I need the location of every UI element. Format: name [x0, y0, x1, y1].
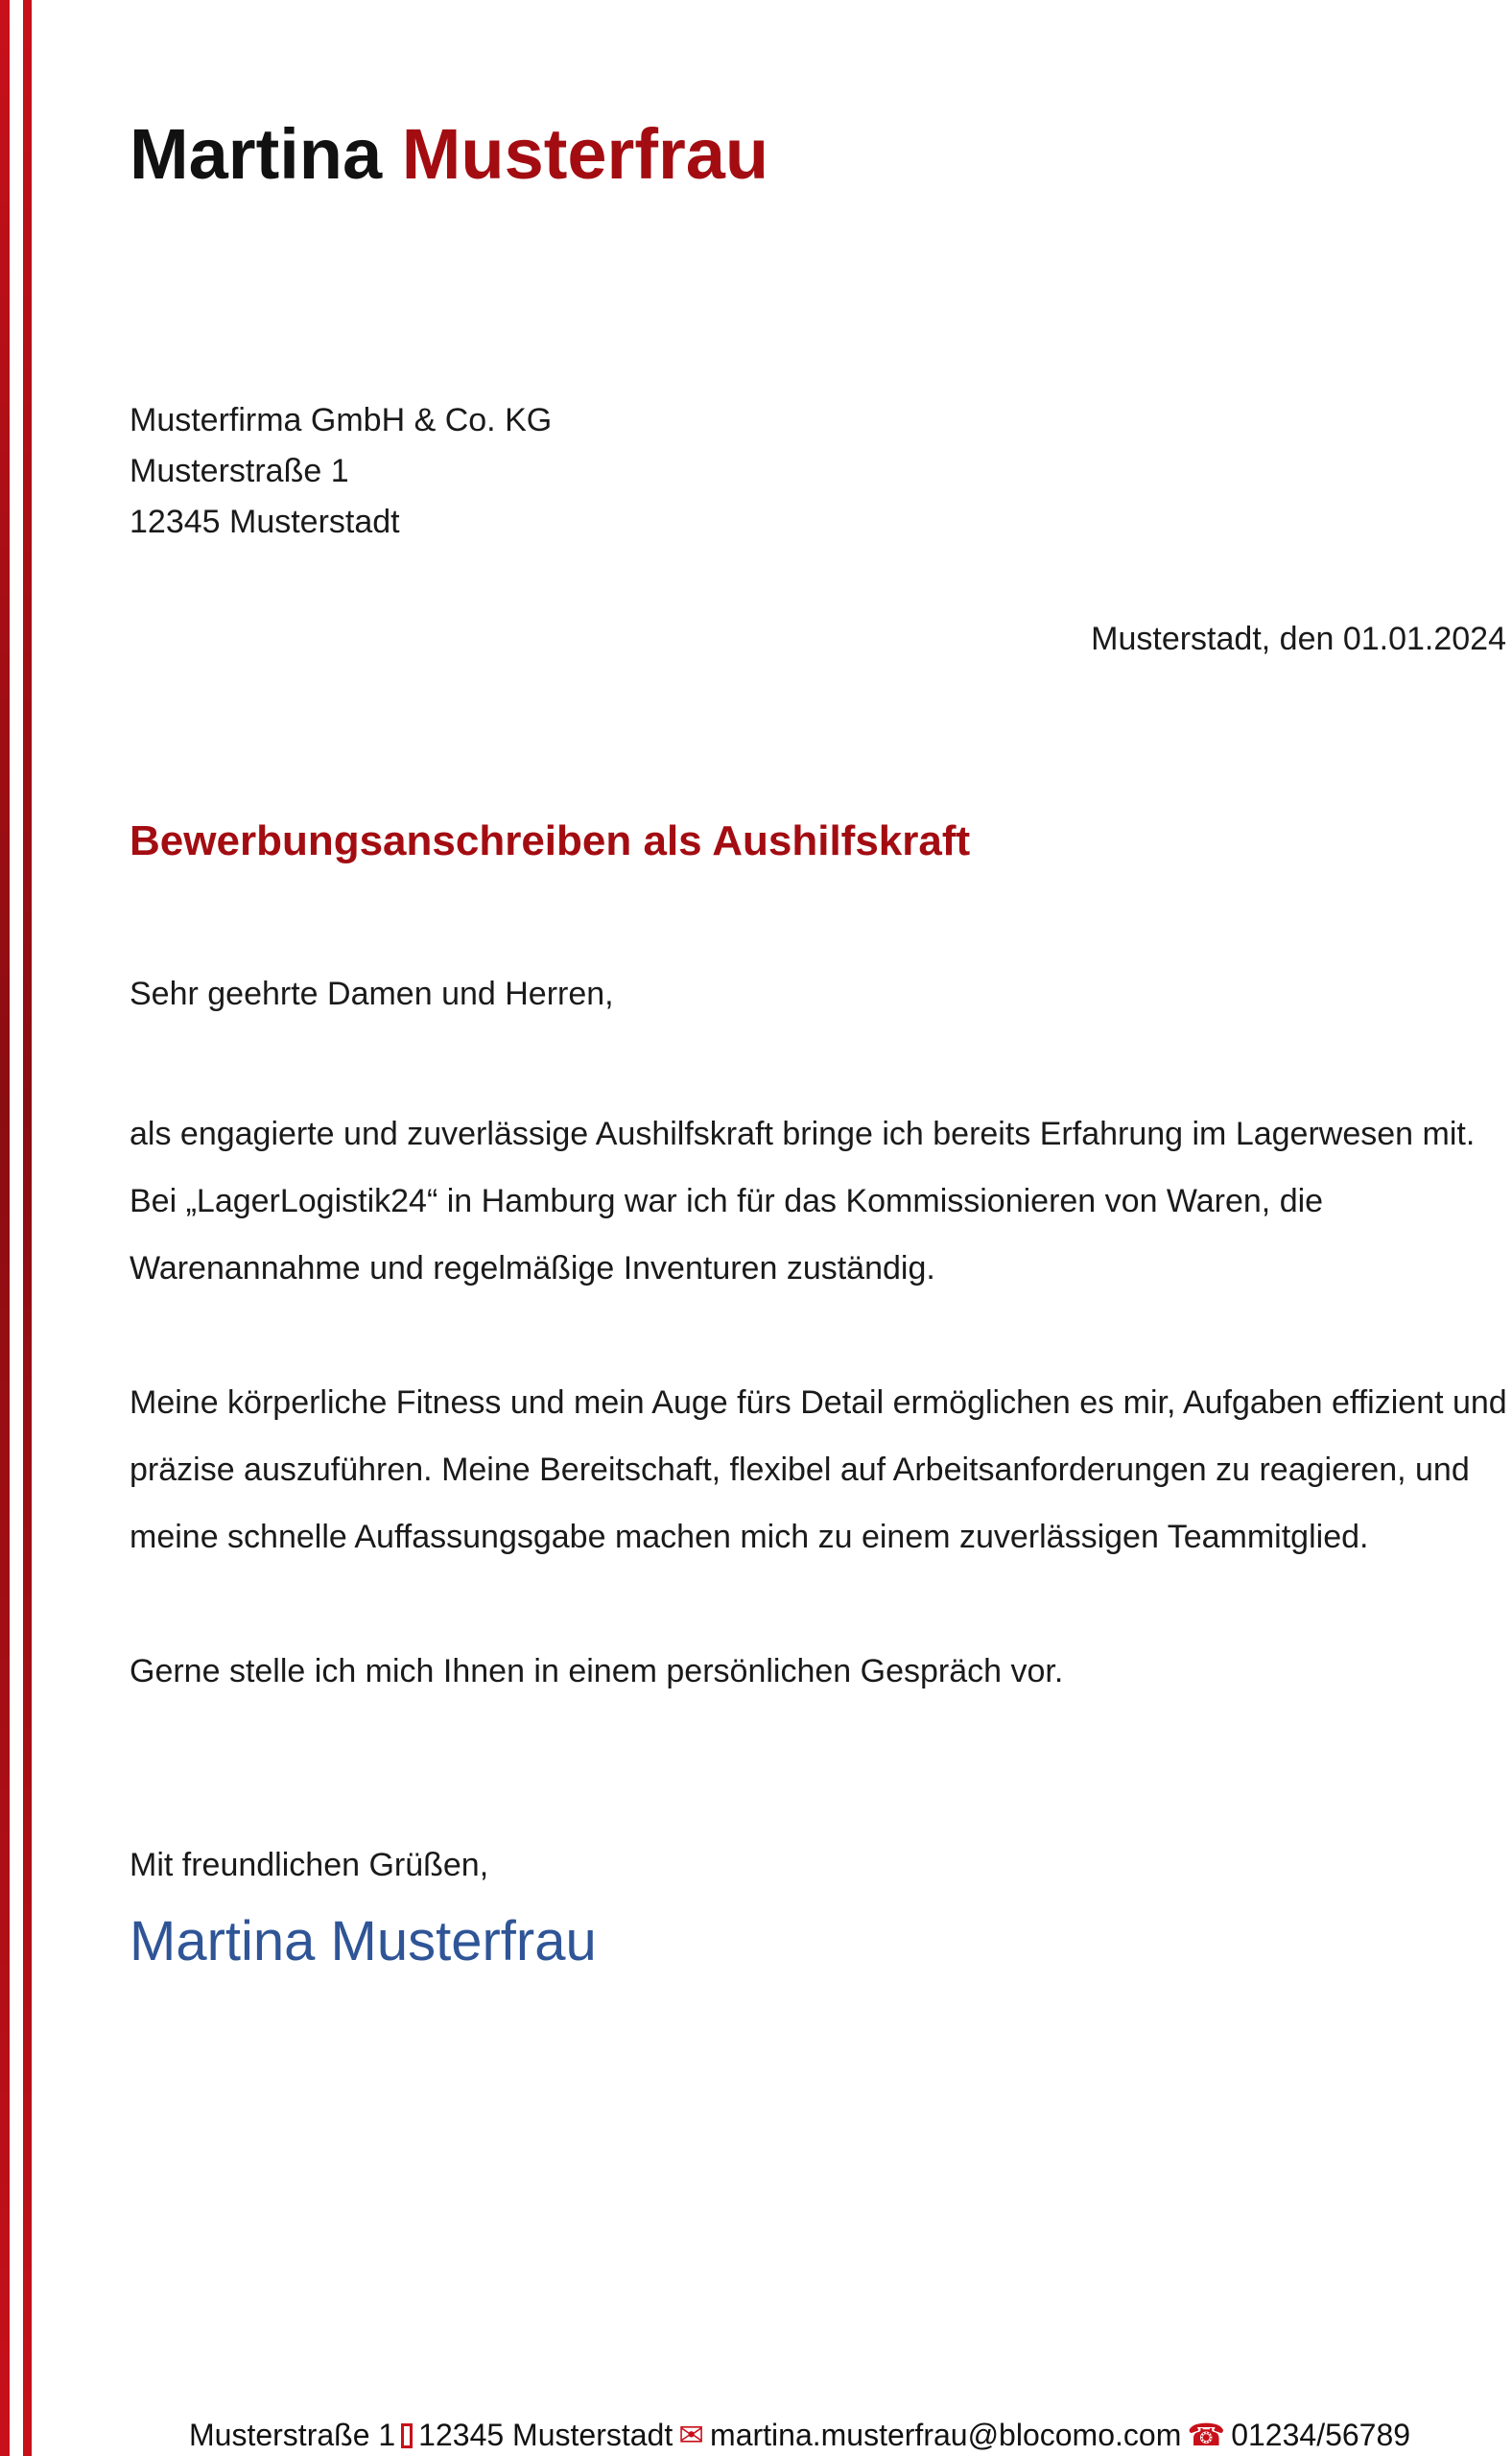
footer-street: Musterstraße 1 [189, 2418, 396, 2452]
phone-icon: ☎ [1187, 2418, 1226, 2452]
left-decor-stripe-inner [23, 0, 32, 2456]
place-date-line: Musterstadt, den 01.01.2024 [1091, 621, 1506, 657]
body-paragraph-interview: Gerne stelle ich mich Ihnen in einem persönlichen Gespräch vor. [130, 1653, 1064, 1689]
body-paragraph-skills: Meine körperliche Fitness und mein Auge fürs Detail ermöglichen es mir, Aufgaben effizient und präzise auszuführen. Meine Bereitschaft, flexibel auf Arbeitsanforderungen zu reagieren, und meine schnelle Auffassungsgabe machen mich zu einem zuverlässigen Teammitglied. [130, 1384, 1507, 1555]
recipient-company: Musterfirma GmbH & Co. KG [130, 402, 553, 438]
footer-city: 12345 Musterstadt [418, 2418, 673, 2452]
left-decor-stripe-outer [0, 0, 10, 2456]
sender-first-name: Martina [130, 114, 383, 194]
recipient-city: 12345 Musterstadt [130, 504, 400, 540]
sender-last-name: Musterfrau [401, 114, 769, 194]
recipient-address [130, 395, 552, 548]
letter-page [130, 0, 1506, 2456]
signature: Martina Musterfrau [130, 1910, 597, 1972]
body-paragraph-experience: als engagierte und zuverlässige Aushilfskraft bringe ich bereits Erfahrung im Lagerwesen mit. Bei „LagerLogistik24“ in Hamburg war ich für das Kommissionieren von Waren, die Warenannahme und regelmäßige Inventuren zuständig. [130, 1116, 1476, 1287]
salutation: Sehr geehrte Damen und Herren, [130, 976, 614, 1012]
sender-name-header [130, 115, 768, 193]
footer-contact [189, 2416, 1410, 2454]
mail-icon: ✉ [678, 2418, 705, 2452]
footer-phone[interactable]: 01234/56789 [1231, 2418, 1411, 2452]
letter-body [130, 1100, 1511, 1705]
closing-phrase: Mit freundlichen Grüßen, [130, 1847, 489, 1883]
footer-email[interactable]: martina.musterfrau@blocomo.com [710, 2418, 1182, 2452]
recipient-street: Musterstraße 1 [130, 453, 349, 489]
location-icon [401, 2423, 413, 2448]
letter-subject: Bewerbungsanschreiben als Aushilfskraft [130, 817, 971, 864]
